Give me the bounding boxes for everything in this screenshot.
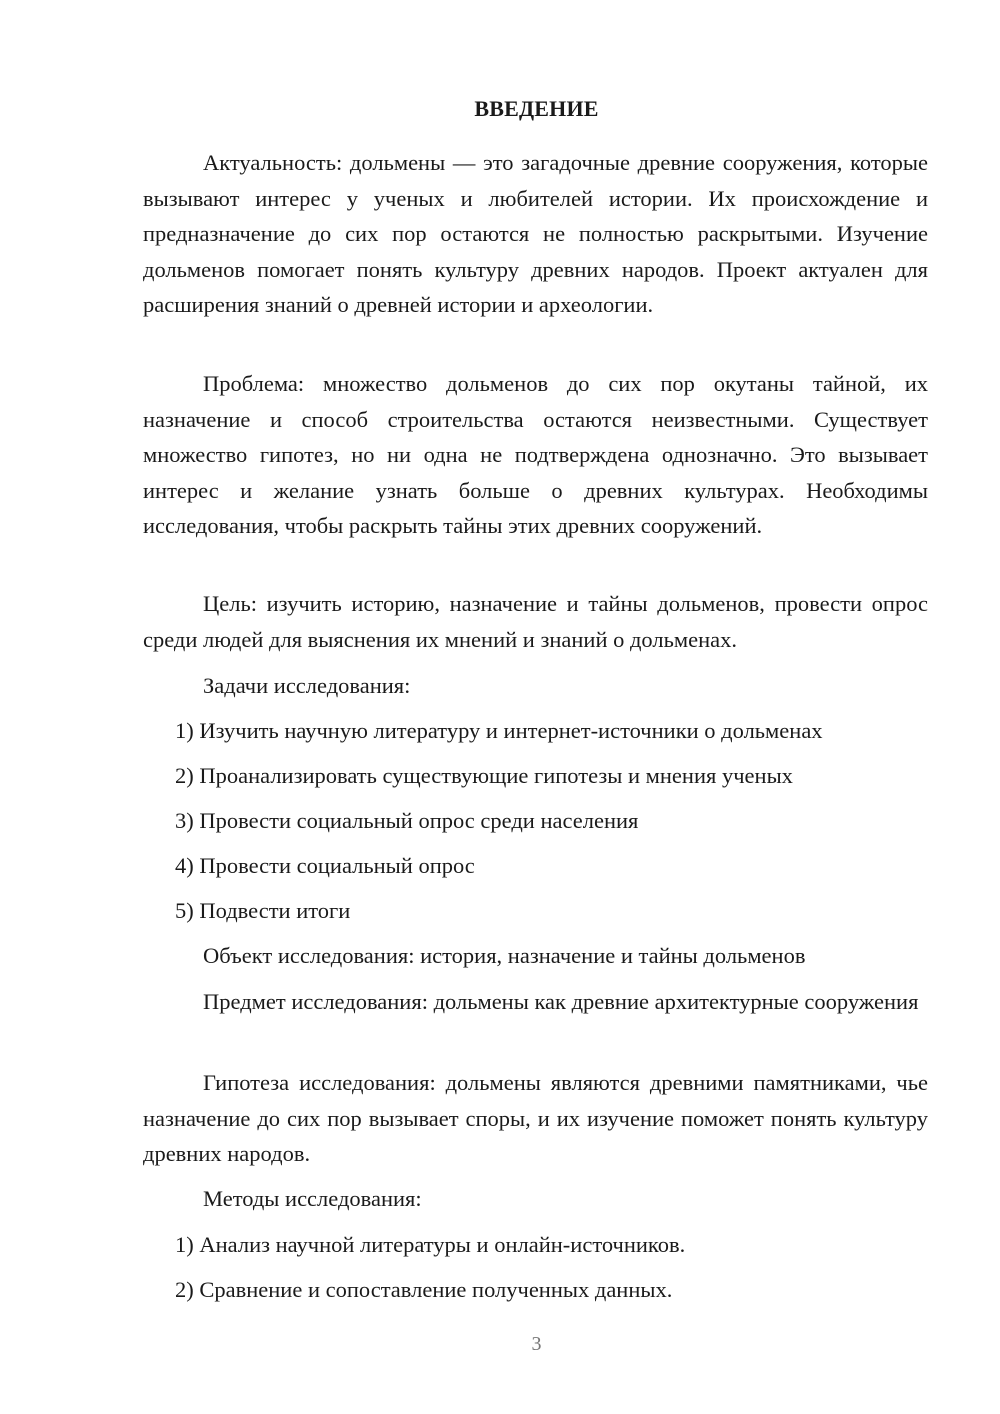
page-number: 3 bbox=[531, 1333, 542, 1355]
task-item: 3) Провести социальный опрос среди населения bbox=[175, 808, 639, 833]
method-item: 2) Сравнение и сопоставление полученных данных. bbox=[175, 1277, 673, 1302]
method-item: 1) Анализ научной литературы и онлайн-источников. bbox=[175, 1232, 686, 1257]
object-paragraph: Объект исследования: история, назначение и тайны дольменов bbox=[203, 943, 806, 968]
page-title: ВВЕДЕНИЕ bbox=[474, 96, 599, 121]
tasks-heading: Задачи исследования: bbox=[203, 673, 411, 698]
subject-paragraph: Предмет исследования: дольмены как древние архитектурные сооружения bbox=[203, 989, 919, 1014]
goal-paragraph: Цель: изучить историю, назначение и тайны дольменов, провести опрос среди людей для выяснения их мнений и знаний о дольменах. bbox=[143, 591, 928, 652]
hypothesis-paragraph: Гипотеза исследования: дольмены являются древними памятниками, чье назначение до сих пор вызывает споры, и их изучение поможет понять культуру древних народов. bbox=[143, 1070, 928, 1166]
actuality-paragraph: Актуальность: дольмены — это загадочные древние сооружения, которые вызывают интерес у ученых и любителей истории. Их происхождение и предназначение до сих пор остаются не полностью раскрытыми. Изучение дольменов помогает понять культуру древних народов. Проект актуален для расширения знаний о древней истории и археологии. bbox=[143, 150, 928, 317]
task-item: 5) Подвести итоги bbox=[175, 898, 351, 923]
task-item: 1) Изучить научную литературу и интернет-источники о дольменах bbox=[175, 718, 823, 743]
problem-paragraph: Проблема: множество дольменов до сих пор окутаны тайной, их назначение и способ строительства остаются неизвестными. Существует множество гипотез, но ни одна не подтверждена однозначно. Это вызывает интерес и желание узнать больше о древних культурах. Необходимы исследования, чтобы раскрыть тайны этих древних сооружений. bbox=[143, 371, 928, 538]
methods-heading: Методы исследования: bbox=[203, 1186, 422, 1211]
task-item: 2) Проанализировать существующие гипотезы и мнения ученых bbox=[175, 763, 793, 788]
task-item: 4) Провести социальный опрос bbox=[175, 853, 475, 878]
